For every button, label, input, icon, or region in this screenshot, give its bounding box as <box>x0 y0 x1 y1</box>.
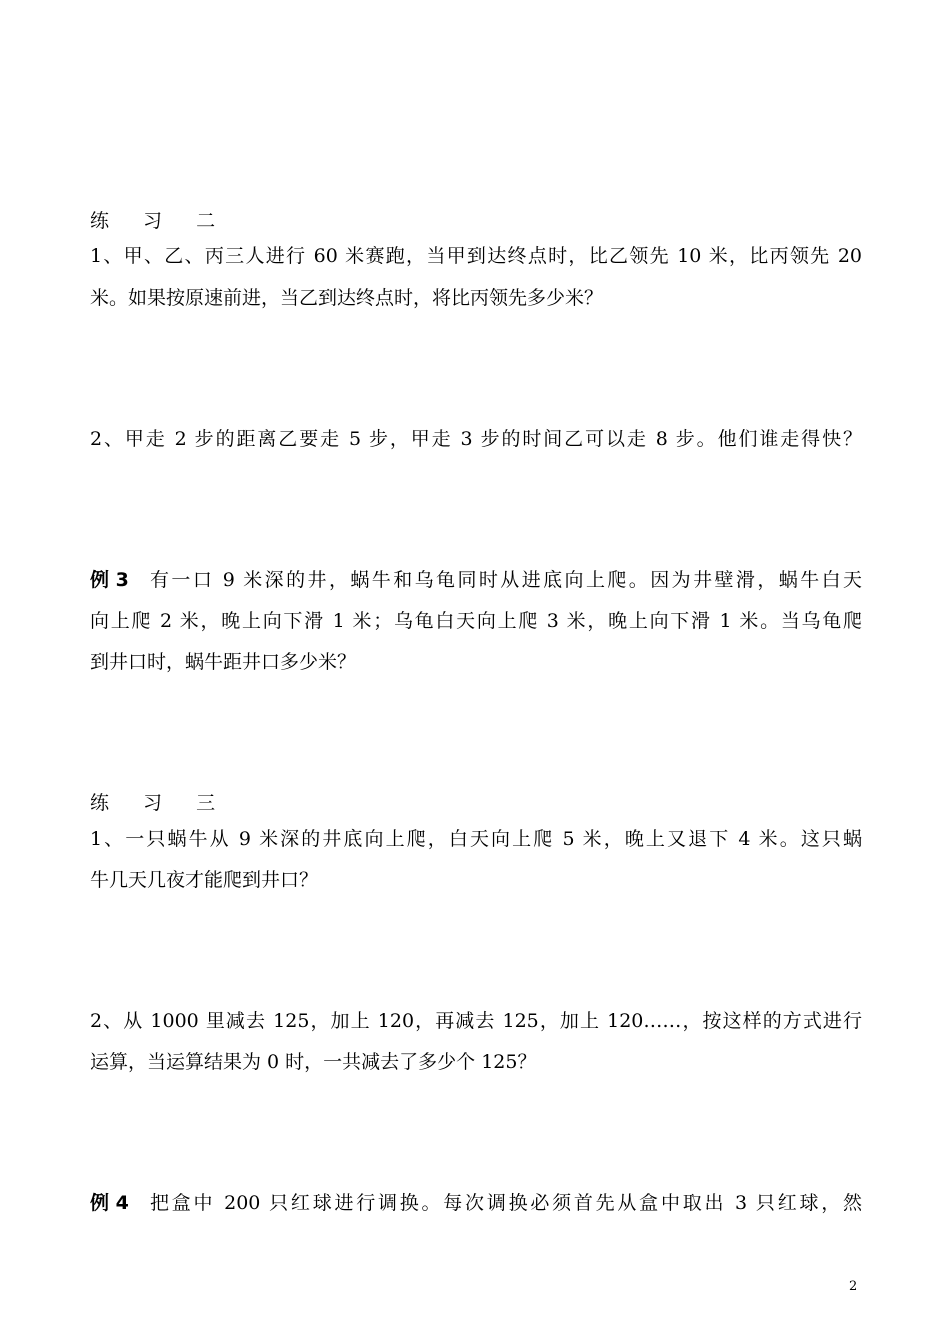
practice-2-problem-2-line-1: 2、甲走 2 步的距离乙要走 5 步，甲走 3 步的时间乙可以走 8 步。他们谁走得快？ <box>90 428 862 450</box>
example-4-line-1 <box>90 1189 862 1217</box>
example-3-line-2: 向上爬 2 米，晚上向下滑 1 米；乌龟白天向上爬 3 米，晚上向下滑 1 米。当乌龟爬 <box>90 610 862 632</box>
example-3-text-1: 有一口 9 米深的井，蜗牛和乌龟同时从进底向上爬。因为井壁滑，蜗牛白天 <box>150 569 862 591</box>
practice-3-heading: 练 习 三 <box>90 792 230 814</box>
example-3-line-1 <box>90 566 862 594</box>
example-3-line-3: 到井口时，蜗牛距井口多少米？ <box>90 651 357 673</box>
example-4-text-1: 把盒中 200 只红球进行调换。每次调换必须首先从盒中取出 3 只红球，然 <box>150 1192 862 1214</box>
example-3-label: 例 3 <box>90 569 129 591</box>
practice-2-problem-1-line-1: 1、甲、乙、丙三人进行 60 米赛跑，当甲到达终点时，比乙领先 10 米，比丙领先 20 <box>90 245 862 267</box>
practice-3-problem-1-line-2: 牛几天几夜才能爬到井口？ <box>90 869 319 891</box>
practice-3-problem-2-line-1: 2、从 1000 里减去 125，加上 120，再减去 125，加上 120……，按这样的方式进行 <box>90 1010 862 1032</box>
practice-3-problem-1-line-1: 1、一只蜗牛从 9 米深的井底向上爬，白天向上爬 5 米，晚上又退下 4 米。这只蜗 <box>90 828 862 850</box>
practice-2-problem-1-line-2: 米。如果按原速前进，当乙到达终点时，将比丙领先多少米？ <box>90 287 604 309</box>
practice-3-problem-2-line-2: 运算，当运算结果为 0 时，一共减去了多少个 125？ <box>90 1051 537 1073</box>
practice-2-heading: 练 习 二 <box>90 210 230 232</box>
example-4-label: 例 4 <box>90 1192 129 1214</box>
page-number: 2 <box>849 1279 858 1294</box>
